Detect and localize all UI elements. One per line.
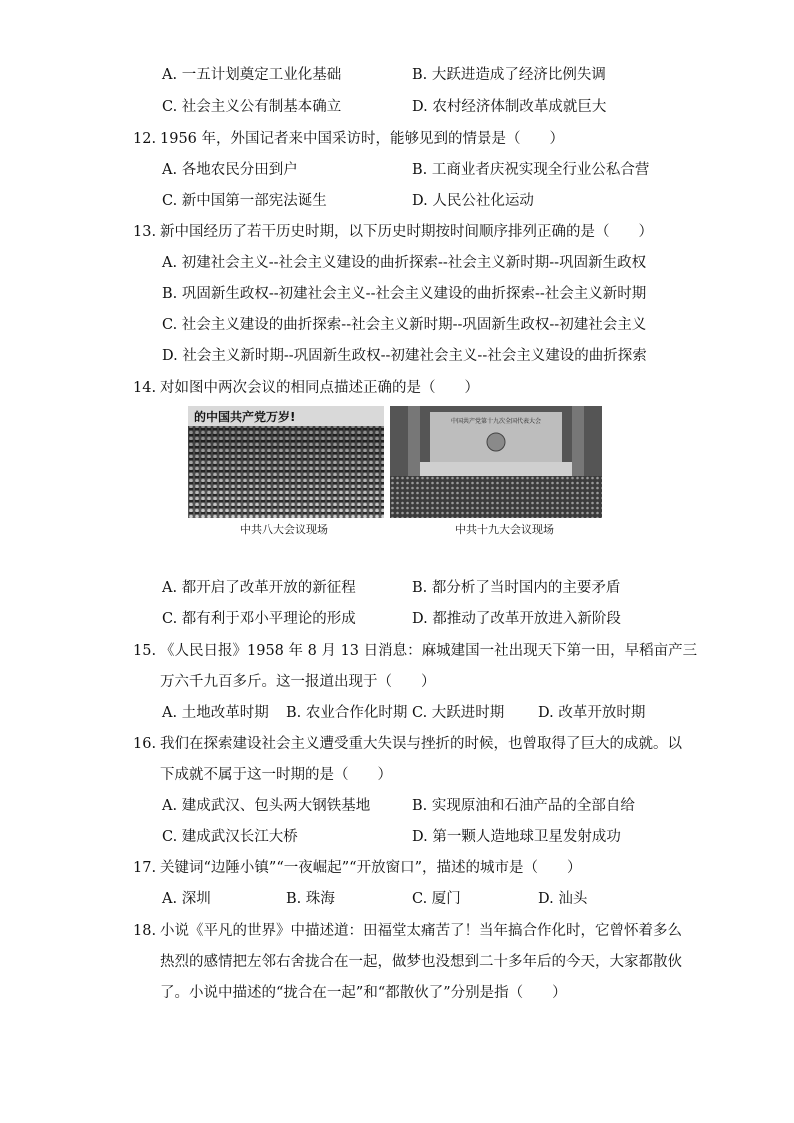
option-a: A. 初建社会主义--社会主义建设的曲折探索--社会主义新时期--巩固新生政权 bbox=[162, 255, 647, 271]
option-d: D. 都推动了改革开放进入新阶段 bbox=[412, 611, 621, 627]
option-c: C. 厦门 bbox=[412, 891, 461, 907]
question-number: 18. bbox=[133, 923, 157, 939]
option-a: A. 深圳 bbox=[162, 891, 211, 907]
option-a: A. 土地改革时期 bbox=[162, 705, 269, 721]
option-a: A. 一五计划奠定工业化基础 bbox=[162, 67, 342, 83]
question-number: 12. bbox=[133, 131, 157, 147]
question-number: 17. bbox=[133, 860, 157, 876]
option-a: A. 各地农民分田到户 bbox=[162, 162, 298, 178]
option-b: B. 都分析了当时国内的主要矛盾 bbox=[412, 580, 621, 596]
question-number: 15. bbox=[133, 643, 157, 659]
option-c: C. 大跃进时期 bbox=[412, 705, 505, 721]
photo-eighth-congress bbox=[188, 406, 384, 518]
question-stem-line-1: 我们在探索建设社会主义遭受重大失误与挫折的时候，也曾取得了巨大的成就。以 bbox=[160, 736, 682, 752]
question-stem-line-1: 《人民日报》1958 年 8 月 13 日消息：麻城建国一社出现天下第一田，早稻亩产三 bbox=[160, 643, 698, 659]
question-stem: 对如图中两次会议的相同点描述正确的是（ ） bbox=[160, 380, 479, 396]
question-stem-line-2: 热烈的感情把左邻右舍拢合在一起，做梦也没想到二十多年后的今天，大家都散伙 bbox=[160, 954, 682, 970]
option-c: C. 新中国第一部宪法诞生 bbox=[162, 193, 327, 209]
option-c: C. 建成武汉长江大桥 bbox=[162, 829, 298, 845]
photo-eighth-congress-image bbox=[188, 406, 384, 518]
question-stem-line-2: 下成就不属于这一时期的是（ ） bbox=[160, 767, 392, 783]
option-c: C. 社会主义公有制基本确立 bbox=[162, 99, 342, 115]
option-b: B. 农业合作化时期 bbox=[286, 705, 408, 721]
option-c: C. 都有利于邓小平理论的形成 bbox=[162, 611, 356, 627]
question-stem-line-3: 了。小说中描述的“拢合在一起”和“都散伙了”分别是指（ ） bbox=[160, 985, 567, 1001]
banner-text: 的中国共产党万岁! bbox=[194, 410, 296, 424]
option-a: A. 建成武汉、包头两大钢铁基地 bbox=[162, 798, 371, 814]
photo-nineteenth-congress-image bbox=[390, 406, 602, 518]
option-b: B. 珠海 bbox=[286, 891, 335, 907]
photo-caption-right: 中共十九大会议现场 bbox=[455, 523, 554, 536]
option-b: B. 实现原油和石油产品的全部自给 bbox=[412, 798, 635, 814]
option-c: C. 社会主义建设的曲折探索--社会主义新时期--巩固新生政权--初建社会主义 bbox=[162, 317, 647, 333]
question-stem-line-1: 小说《平凡的世界》中描述道：田福堂太痛苦了！当年搞合作化时，它曾怀着多么 bbox=[160, 923, 682, 939]
option-a: A. 都开启了改革开放的新征程 bbox=[162, 580, 356, 596]
question-number: 16. bbox=[133, 736, 157, 752]
question-stem: 关键词“边陲小镇”“一夜崛起”“开放窗口”，描述的城市是（ ） bbox=[160, 860, 582, 876]
question-number: 14. bbox=[133, 380, 157, 396]
option-b: B. 工商业者庆祝实现全行业公私合营 bbox=[412, 162, 650, 178]
option-d: D. 汕头 bbox=[538, 891, 588, 907]
question-stem: 1956 年，外国记者来中国采访时，能够见到的情景是（ ） bbox=[160, 131, 565, 147]
option-d: D. 改革开放时期 bbox=[538, 705, 646, 721]
photo-caption-left: 中共八大会议现场 bbox=[240, 523, 328, 536]
option-d: D. 第一颗人造地球卫星发射成功 bbox=[412, 829, 621, 845]
option-d: D. 人民公社化运动 bbox=[412, 193, 534, 209]
question-number: 13. bbox=[133, 224, 157, 240]
option-d: D. 农村经济体制改革成就巨大 bbox=[412, 99, 607, 115]
banner-text: 中国共产党第十九次全国代表大会 bbox=[450, 418, 542, 425]
photo-nineteenth-congress bbox=[390, 406, 602, 518]
question-stem: 新中国经历了若干历史时期，以下历史时期按时间顺序排列正确的是（ ） bbox=[160, 224, 653, 240]
option-d: D. 社会主义新时期--巩固新生政权--初建社会主义--社会主义建设的曲折探索 bbox=[162, 348, 647, 364]
option-b: B. 巩固新生政权--初建社会主义--社会主义建设的曲折探索--社会主义新时期 bbox=[162, 286, 647, 302]
option-b: B. 大跃进造成了经济比例失调 bbox=[412, 67, 606, 83]
question-stem-line-2: 万六千九百多斤。这一报道出现于（ ） bbox=[160, 674, 436, 690]
